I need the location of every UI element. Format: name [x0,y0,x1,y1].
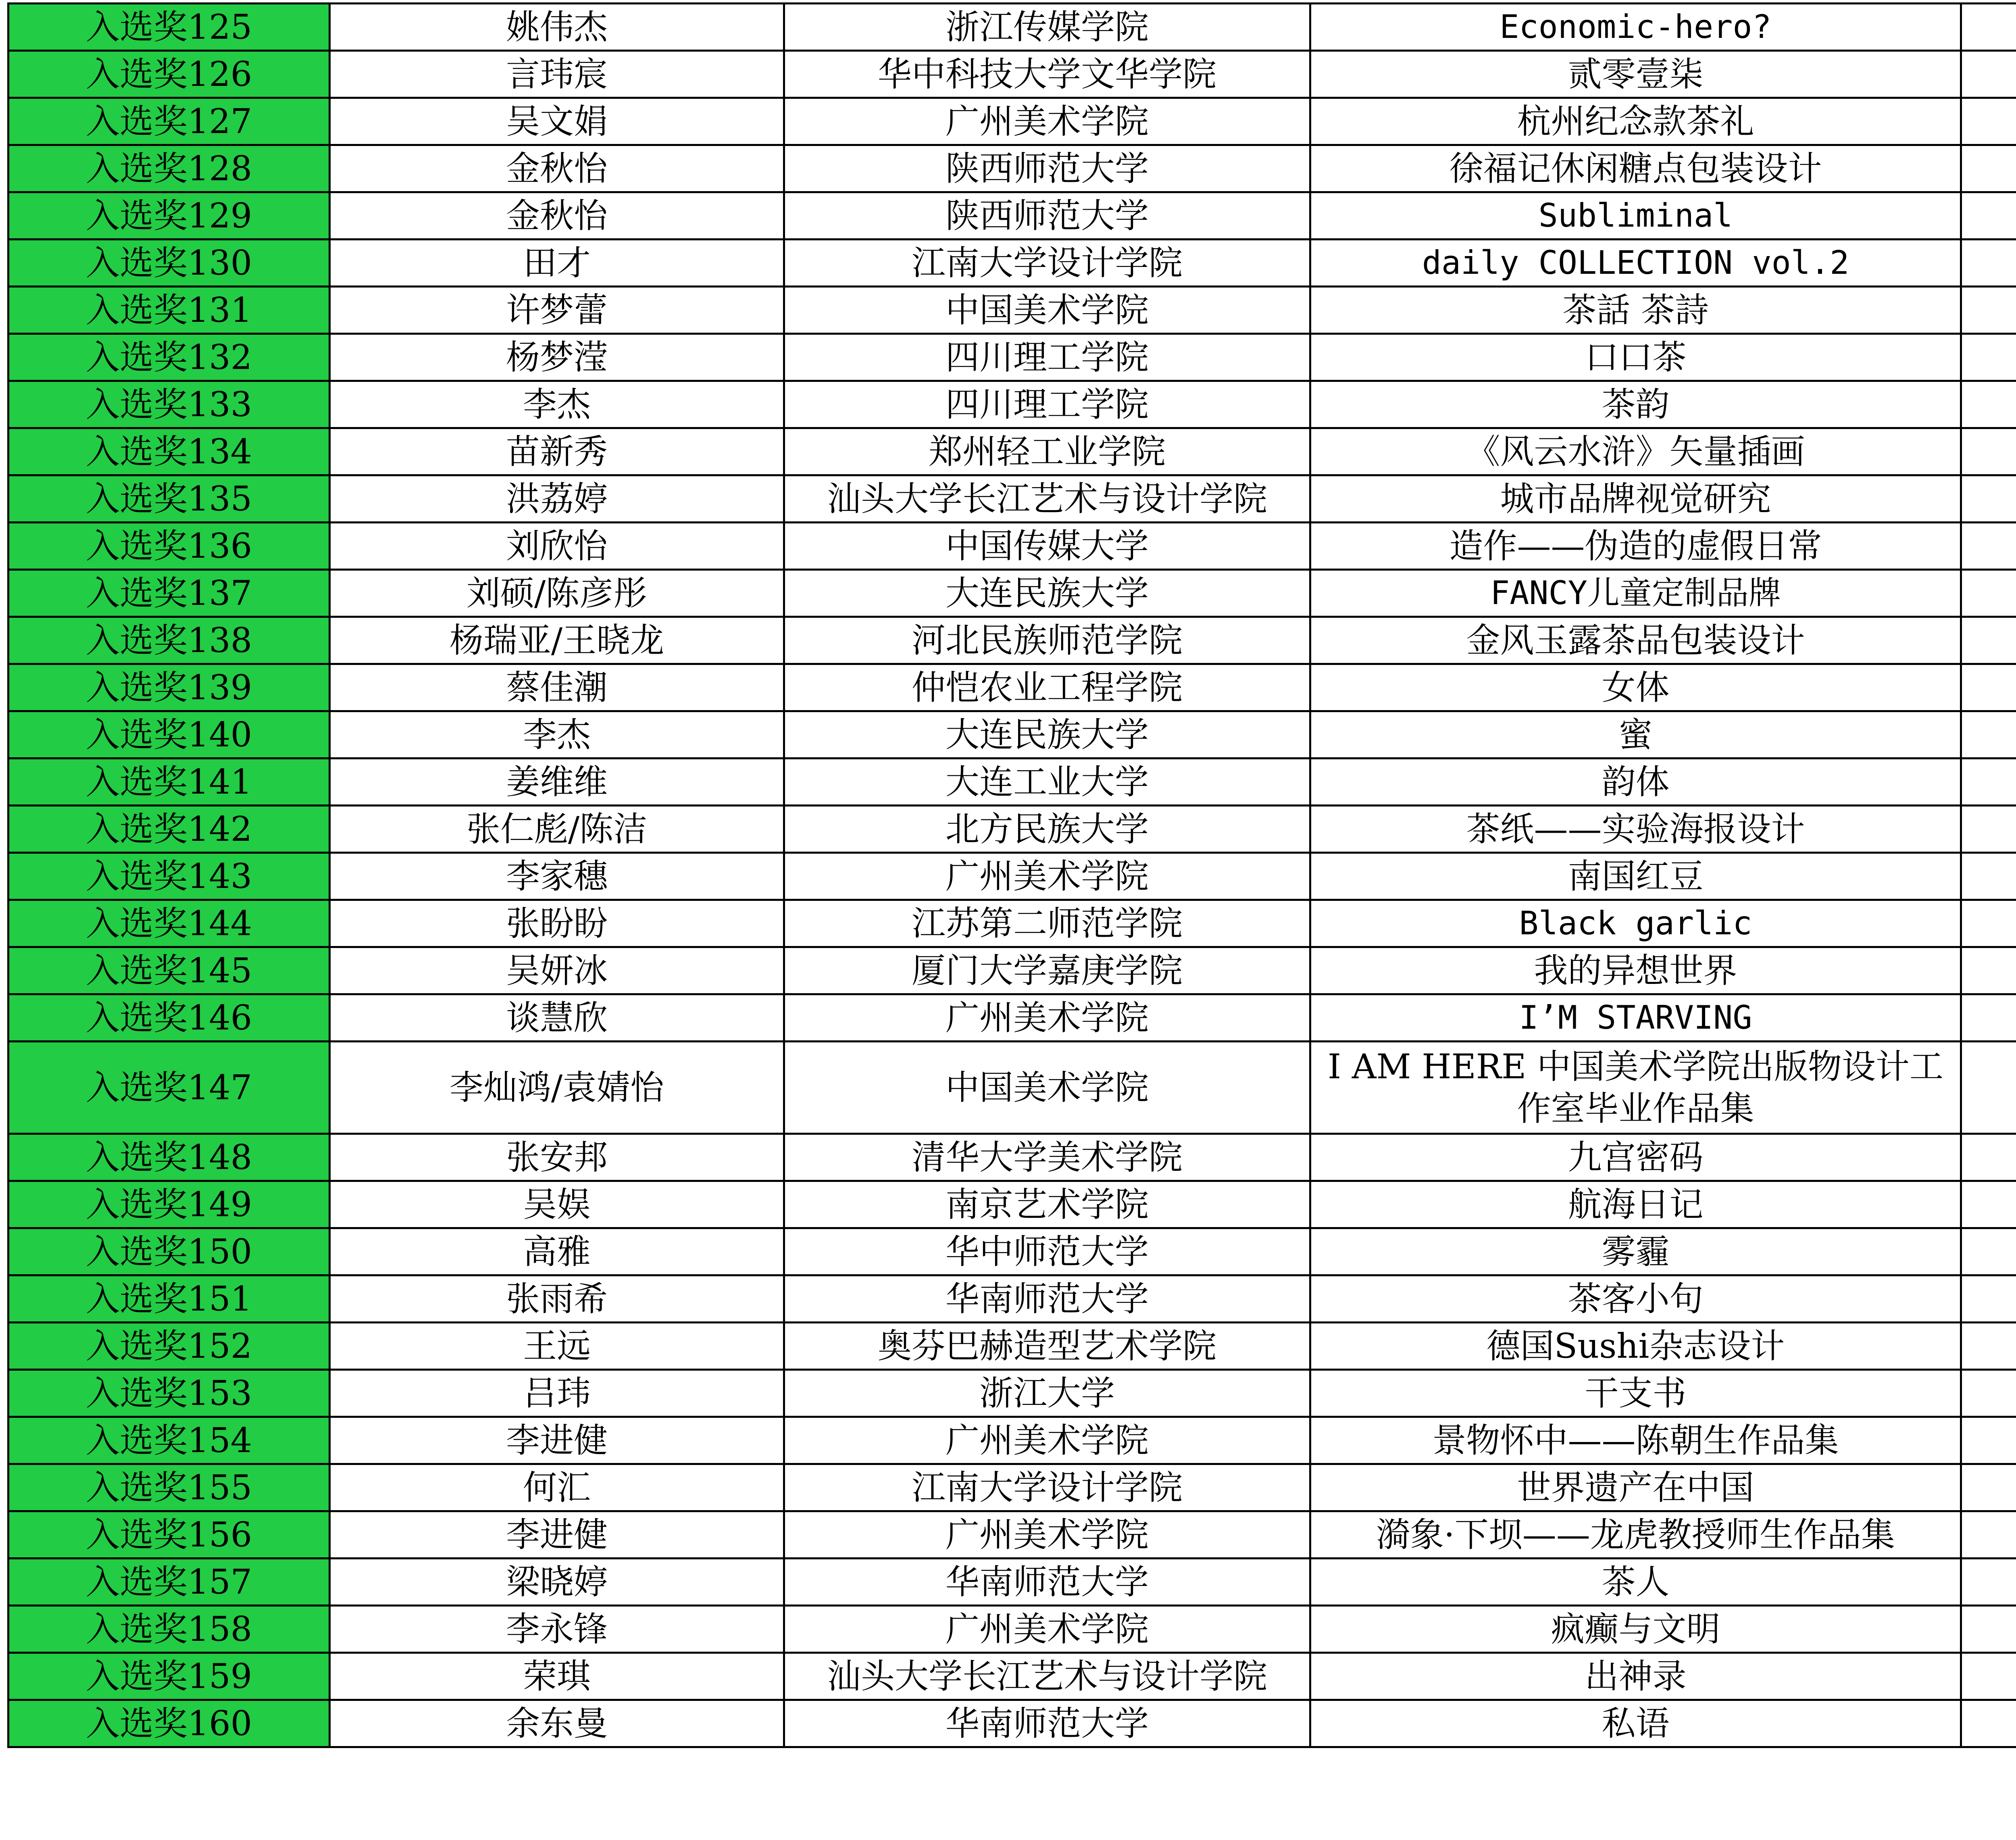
table-row [8,664,2016,711]
table-row [8,240,2016,287]
award-cell: 入选奖146 [8,994,330,1042]
school-cell: 华南师范大学 [784,1275,1310,1323]
award-table [7,2,2016,1748]
work-title-cell: FANCY儿童定制品牌 [1310,570,1961,617]
award-cell: 入选奖140 [8,711,330,759]
table-row [8,806,2016,853]
award-cell: 入选奖151 [8,1275,330,1323]
work-title-cell: 九宫密码 [1310,1134,1961,1181]
table-row [8,287,2016,334]
author-cell: 王远 [330,1323,784,1370]
author-cell: 洪荔婷 [330,475,784,523]
school-cell: 广州美术学院 [784,1606,1310,1653]
category-cell [1961,806,2016,853]
work-title-cell: 韵体 [1310,759,1961,806]
work-title-cell: 私语 [1310,1700,1961,1747]
category-cell [1961,51,2016,98]
work-title-cell: 干支书 [1310,1370,1961,1417]
award-cell: 入选奖136 [8,523,330,570]
award-cell: 入选奖129 [8,192,330,240]
school-cell: 仲恺农业工程学院 [784,664,1310,711]
author-cell: 张雨希 [330,1275,784,1323]
category-cell [1961,145,2016,192]
work-title-cell: 茶韵 [1310,381,1961,428]
work-title-cell: 贰零壹柒 [1310,51,1961,98]
author-cell: 张盼盼 [330,900,784,947]
category-cell [1961,570,2016,617]
work-title-cell: 德国Sushi杂志设计 [1310,1323,1961,1370]
work-title-cell: 漪象·下坝——龙虎教授师生作品集 [1310,1511,1961,1559]
work-title-cell: 徐福记休闲糖点包装设计 [1310,145,1961,192]
author-cell: 苗新秀 [330,428,784,475]
table-row [8,947,2016,994]
work-title-cell: I’M STARVING [1310,994,1961,1042]
work-title-cell: 航海日记 [1310,1181,1961,1228]
author-cell: 吴文娟 [330,98,784,145]
category-cell [1961,1700,2016,1747]
school-cell: 华南师范大学 [784,1700,1310,1747]
award-table-body [8,4,2016,1747]
award-cell: 入选奖138 [8,617,330,664]
work-title-cell: 我的异想世界 [1310,947,1961,994]
table-row [8,759,2016,806]
school-cell: 四川理工学院 [784,334,1310,381]
school-cell: 华南师范大学 [784,1559,1310,1606]
school-cell: 广州美术学院 [784,98,1310,145]
school-cell: 陕西师范大学 [784,192,1310,240]
award-cell: 入选奖139 [8,664,330,711]
table-row [8,475,2016,523]
award-cell: 入选奖131 [8,287,330,334]
category-cell [1961,900,2016,947]
author-cell: 高雅 [330,1228,784,1275]
table-row [8,1228,2016,1275]
category-cell [1961,1181,2016,1228]
category-cell [1961,287,2016,334]
school-cell: 广州美术学院 [784,994,1310,1042]
award-cell: 入选奖152 [8,1323,330,1370]
author-cell: 张安邦 [330,1134,784,1181]
school-cell: 大连工业大学 [784,759,1310,806]
author-cell: 刘欣怡 [330,523,784,570]
author-cell: 谈慧欣 [330,994,784,1042]
work-title-cell: 南国红豆 [1310,853,1961,900]
award-cell: 入选奖155 [8,1464,330,1511]
author-cell: 吴妍冰 [330,947,784,994]
table-row [8,1417,2016,1464]
award-cell: 入选奖158 [8,1606,330,1653]
category-cell [1961,1653,2016,1700]
table-row [8,381,2016,428]
work-title-cell: 茶客小句 [1310,1275,1961,1323]
award-cell: 入选奖150 [8,1228,330,1275]
school-cell: 汕头大学长江艺术与设计学院 [784,1653,1310,1700]
award-cell: 入选奖126 [8,51,330,98]
school-cell: 陕西师范大学 [784,145,1310,192]
table-row [8,711,2016,759]
table-row [8,900,2016,947]
category-cell [1961,617,2016,664]
author-cell: 姜维维 [330,759,784,806]
author-cell: 李进健 [330,1417,784,1464]
award-cell: 入选奖160 [8,1700,330,1747]
table-row [8,145,2016,192]
table-row [8,1700,2016,1747]
table-row [8,4,2016,51]
table-row [8,334,2016,381]
award-cell: 入选奖137 [8,570,330,617]
award-cell: 入选奖153 [8,1370,330,1417]
school-cell: 华中科技大学文华学院 [784,51,1310,98]
category-cell [1961,334,2016,381]
category-cell [1961,381,2016,428]
author-cell: 金秋怡 [330,145,784,192]
category-cell [1961,240,2016,287]
work-title-cell: 疯癫与文明 [1310,1606,1961,1653]
table-row [8,994,2016,1042]
author-cell: 李灿鸿/袁婧怡 [330,1042,784,1134]
award-cell: 入选奖156 [8,1511,330,1559]
school-cell: 厦门大学嘉庚学院 [784,947,1310,994]
award-cell: 入选奖134 [8,428,330,475]
category-cell [1961,1559,2016,1606]
table-row [8,1511,2016,1559]
table-row [8,1181,2016,1228]
school-cell: 江南大学设计学院 [784,240,1310,287]
table-row [8,617,2016,664]
school-cell: 清华大学美术学院 [784,1134,1310,1181]
table-row [8,523,2016,570]
author-cell: 李杰 [330,381,784,428]
school-cell: 大连民族大学 [784,570,1310,617]
school-cell: 华中师范大学 [784,1228,1310,1275]
work-title-cell: 杭州纪念款茶礼 [1310,98,1961,145]
table-row [8,1606,2016,1653]
school-cell: 广州美术学院 [784,1417,1310,1464]
award-cell: 入选奖147 [8,1042,330,1134]
work-title-cell: 女体 [1310,664,1961,711]
category-cell [1961,759,2016,806]
award-cell: 入选奖157 [8,1559,330,1606]
school-cell: 中国传媒大学 [784,523,1310,570]
author-cell: 金秋怡 [330,192,784,240]
author-cell: 吕玮 [330,1370,784,1417]
school-cell: 浙江大学 [784,1370,1310,1417]
award-cell: 入选奖133 [8,381,330,428]
category-cell [1961,947,2016,994]
category-cell [1961,1606,2016,1653]
category-cell [1961,1228,2016,1275]
table-row [8,51,2016,98]
table-row [8,1275,2016,1323]
school-cell: 奥芬巴赫造型艺术学院 [784,1323,1310,1370]
author-cell: 杨梦滢 [330,334,784,381]
work-title-cell: 造作——伪造的虚假日常 [1310,523,1961,570]
school-cell: 河北民族师范学院 [784,617,1310,664]
author-cell: 何汇 [330,1464,784,1511]
award-cell: 入选奖135 [8,475,330,523]
author-cell: 蔡佳潮 [330,664,784,711]
table-row [8,192,2016,240]
author-cell: 刘硕/陈彦彤 [330,570,784,617]
category-cell [1961,523,2016,570]
category-cell [1961,1464,2016,1511]
school-cell: 中国美术学院 [784,1042,1310,1134]
work-title-cell: Black garlic [1310,900,1961,947]
author-cell: 言玮宸 [330,51,784,98]
author-cell: 田才 [330,240,784,287]
table-row [8,570,2016,617]
author-cell: 李家穗 [330,853,784,900]
author-cell: 李永锋 [330,1606,784,1653]
category-cell [1961,1275,2016,1323]
school-cell: 江南大学设计学院 [784,1464,1310,1511]
award-cell: 入选奖125 [8,4,330,51]
category-cell [1961,1370,2016,1417]
author-cell: 姚伟杰 [330,4,784,51]
school-cell: 汕头大学长江艺术与设计学院 [784,475,1310,523]
award-cell: 入选奖142 [8,806,330,853]
work-title-cell: 出神录 [1310,1653,1961,1700]
category-cell [1961,711,2016,759]
award-cell: 入选奖144 [8,900,330,947]
author-cell: 许梦蕾 [330,287,784,334]
author-cell: 杨瑞亚/王晓龙 [330,617,784,664]
category-cell [1961,1417,2016,1464]
school-cell: 中国美术学院 [784,287,1310,334]
school-cell: 江苏第二师范学院 [784,900,1310,947]
work-title-cell: 茶纸——实验海报设计 [1310,806,1961,853]
category-cell [1961,853,2016,900]
work-title-cell: 金风玉露茶品包装设计 [1310,617,1961,664]
work-title-cell: 世界遗产在中国 [1310,1464,1961,1511]
school-cell: 广州美术学院 [784,1511,1310,1559]
work-title-cell: 茶人 [1310,1559,1961,1606]
school-cell: 四川理工学院 [784,381,1310,428]
category-cell [1961,1323,2016,1370]
work-title-cell: Economic-hero? [1310,4,1961,51]
school-cell: 南京艺术学院 [784,1181,1310,1228]
table-row [8,1370,2016,1417]
table-row [8,1464,2016,1511]
award-cell: 入选奖145 [8,947,330,994]
work-title-cell: 雾霾 [1310,1228,1961,1275]
category-cell [1961,994,2016,1042]
table-row [8,428,2016,475]
table-row [8,1134,2016,1181]
work-title-cell: 蜜 [1310,711,1961,759]
category-cell [1961,1134,2016,1181]
author-cell: 余东曼 [330,1700,784,1747]
author-cell: 李进健 [330,1511,784,1559]
work-title-cell: Subliminal [1310,192,1961,240]
author-cell: 张仁彪/陈洁 [330,806,784,853]
work-title-cell: 茶話 茶詩 [1310,287,1961,334]
award-cell: 入选奖130 [8,240,330,287]
table-row [8,1653,2016,1700]
table-row [8,1323,2016,1370]
school-cell: 大连民族大学 [784,711,1310,759]
work-title-cell: 城市品牌视觉研究 [1310,475,1961,523]
award-cell: 入选奖148 [8,1134,330,1181]
school-cell: 郑州轻工业学院 [784,428,1310,475]
table-row [8,853,2016,900]
school-cell: 北方民族大学 [784,806,1310,853]
award-cell: 入选奖127 [8,98,330,145]
category-cell [1961,192,2016,240]
award-cell: 入选奖159 [8,1653,330,1700]
author-cell: 荣琪 [330,1653,784,1700]
school-cell: 浙江传媒学院 [784,4,1310,51]
work-title-cell: 景物怀中——陈朝生作品集 [1310,1417,1961,1464]
school-cell: 广州美术学院 [784,853,1310,900]
work-title-cell: I AM HERE 中国美术学院出版物设计工作室毕业作品集 [1310,1042,1961,1134]
award-cell: 入选奖132 [8,334,330,381]
award-cell: 入选奖154 [8,1417,330,1464]
award-cell: 入选奖143 [8,853,330,900]
work-title-cell: daily COLLECTION vol.2 [1310,240,1961,287]
table-row [8,1559,2016,1606]
award-cell: 入选奖128 [8,145,330,192]
award-cell: 入选奖149 [8,1181,330,1228]
category-cell [1961,1042,2016,1134]
table-row [8,1042,2016,1134]
author-cell: 吴娱 [330,1181,784,1228]
category-cell [1961,664,2016,711]
category-cell [1961,1511,2016,1559]
award-cell: 入选奖141 [8,759,330,806]
category-cell [1961,98,2016,145]
author-cell: 梁晓婷 [330,1559,784,1606]
category-cell [1961,4,2016,51]
table-row [8,98,2016,145]
work-title-cell: 《风云水浒》矢量插画 [1310,428,1961,475]
author-cell: 李杰 [330,711,784,759]
category-cell [1961,428,2016,475]
work-title-cell: 口口茶 [1310,334,1961,381]
category-cell [1961,475,2016,523]
